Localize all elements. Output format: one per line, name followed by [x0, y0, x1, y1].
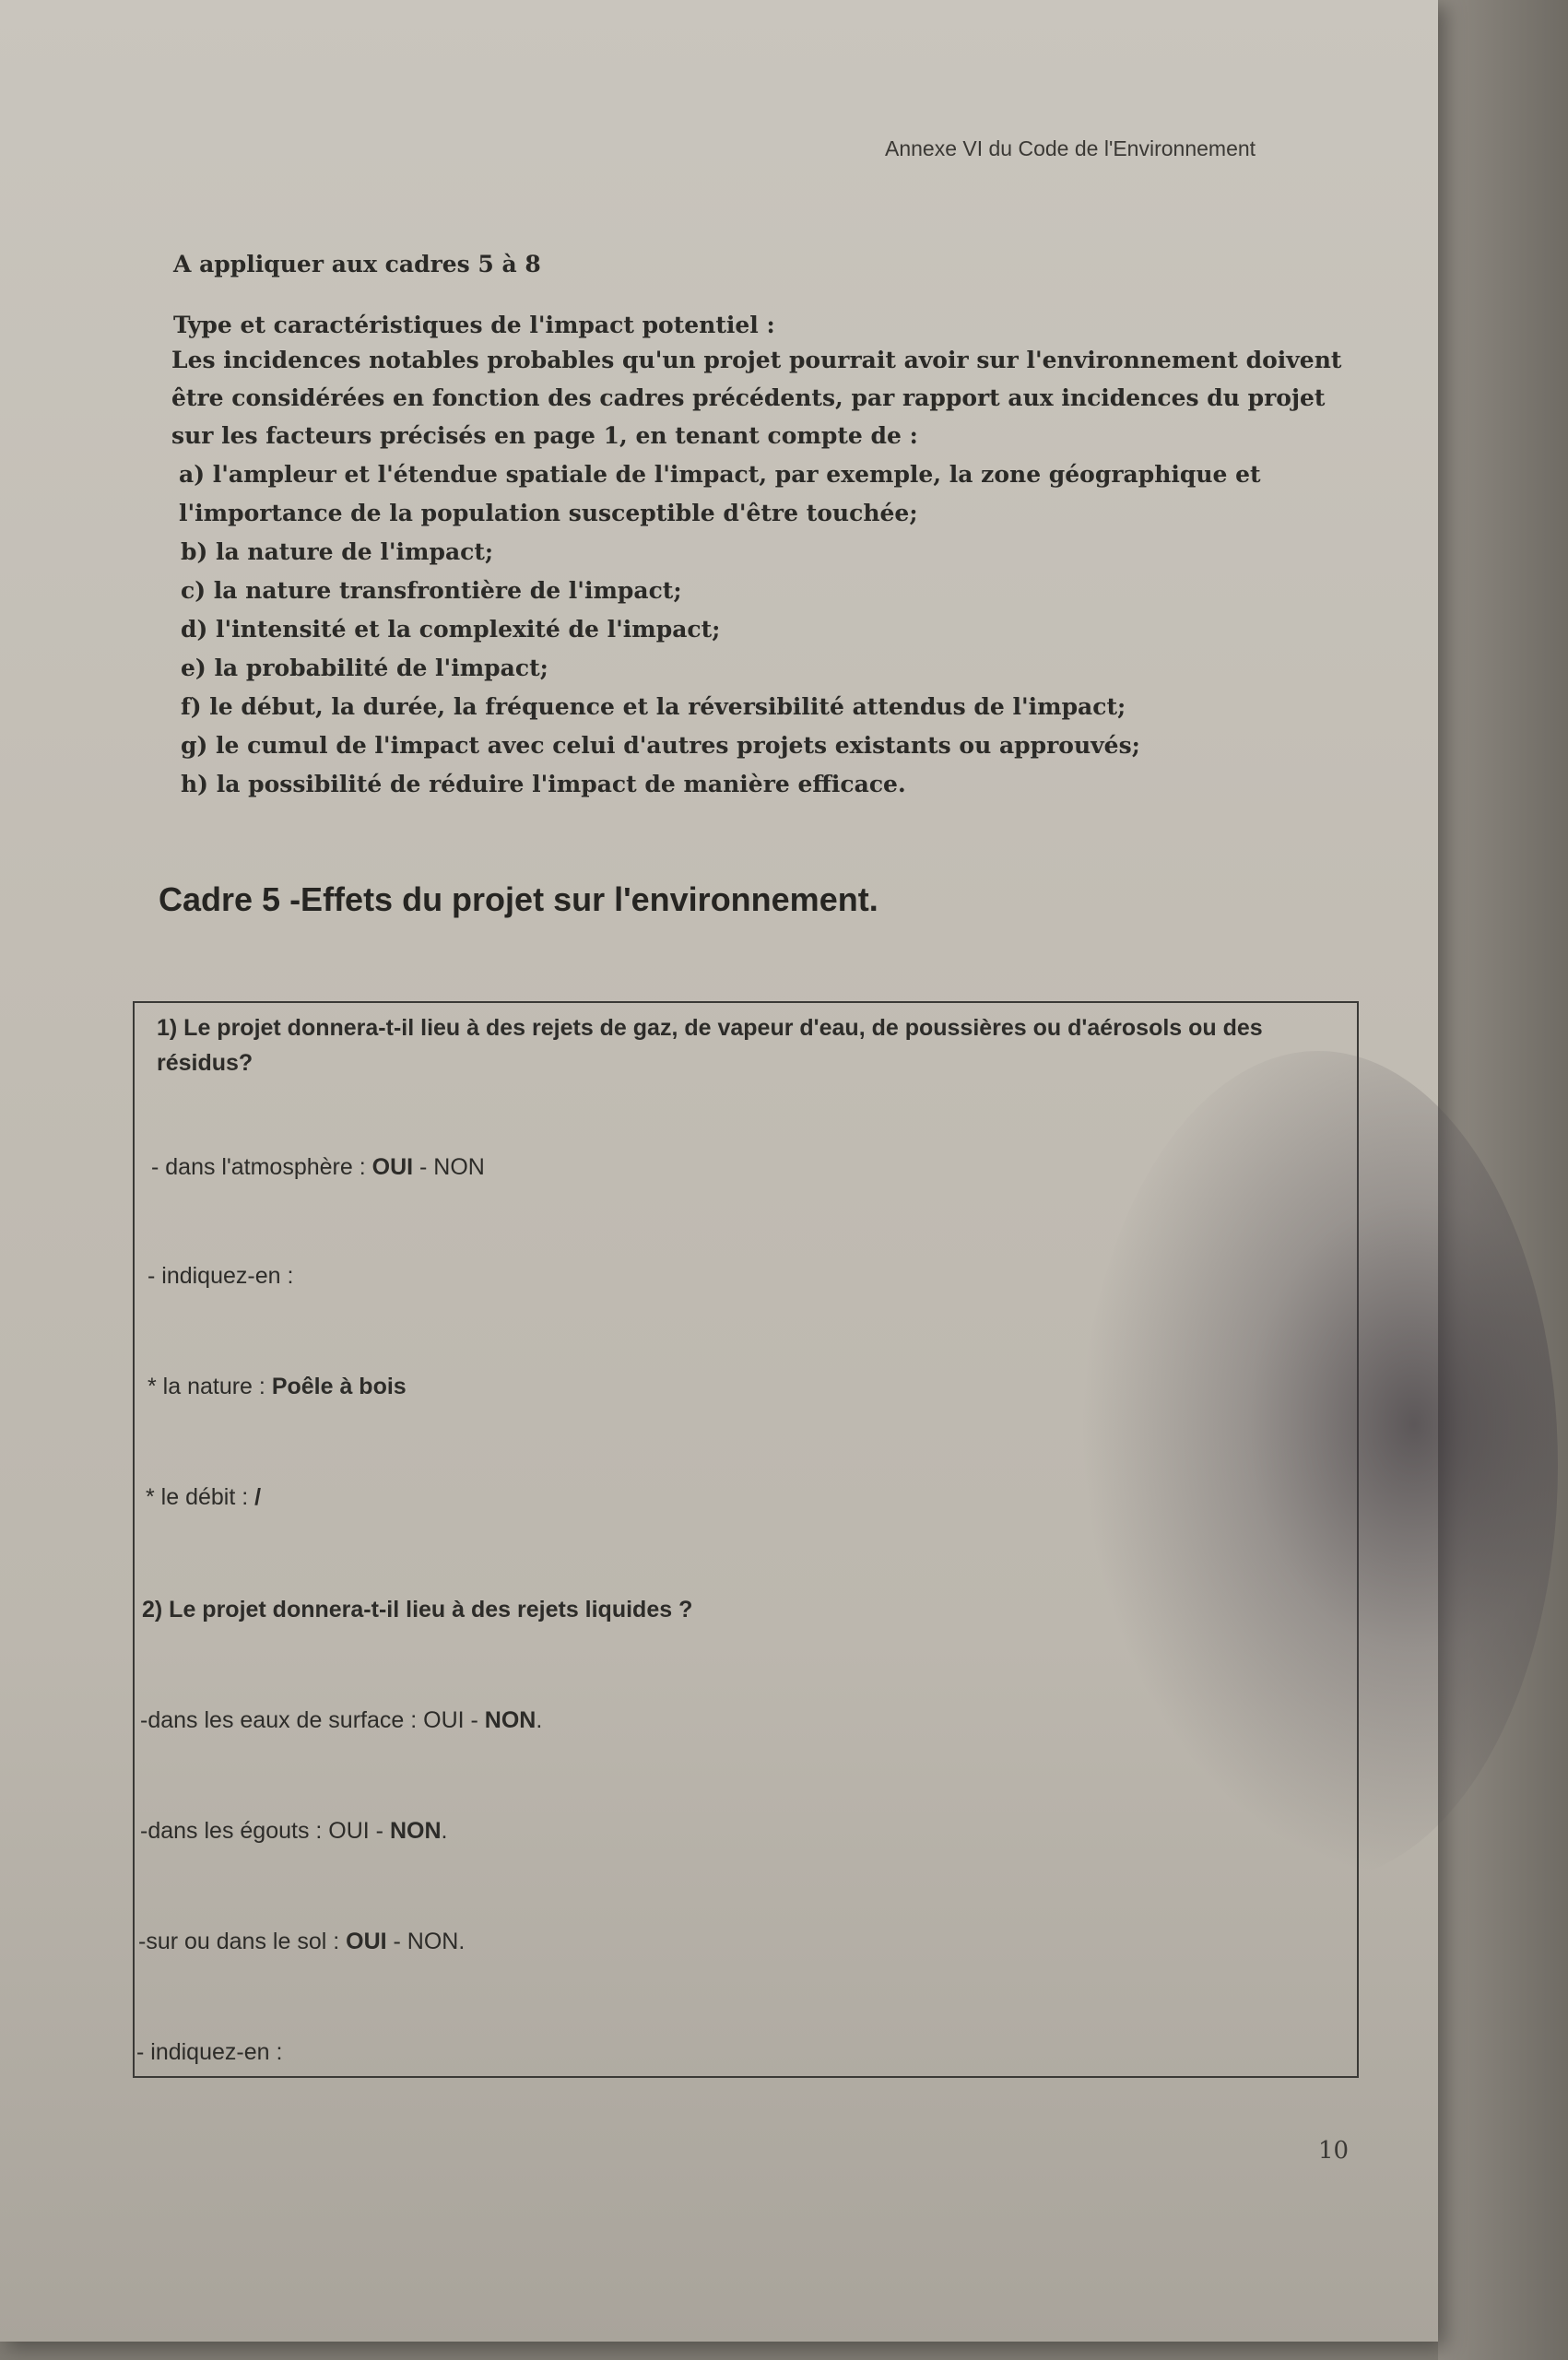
criterion-d: d) l'intensité et la complexité de l'impact;: [181, 616, 721, 643]
egouts-label: -dans les égouts : OUI -: [140, 1818, 390, 1844]
egouts-selected: NON: [389, 1818, 442, 1844]
surface-answer: [140, 1707, 542, 1734]
question-2: 2) Le projet donnera-t-il lieu à des rejets liquides ?: [142, 1597, 693, 1622]
atmosphere-no: NON: [433, 1154, 485, 1180]
criterion-f: f) le début, la durée, la fréquence et la réversibilité attendus de l'impact;: [181, 693, 1126, 720]
debit-value: /: [254, 1484, 262, 1510]
surface-selected: NON: [484, 1707, 536, 1733]
criteria-list: [173, 455, 1372, 804]
q1-indiquez: - indiquez-en :: [147, 1263, 294, 1289]
debit-answer: [146, 1484, 261, 1511]
criterion-b: b) la nature de l'impact;: [181, 538, 494, 565]
hand-shadow: [1079, 1051, 1558, 1881]
q2-indiquez: - indiquez-en :: [136, 2039, 283, 2065]
sol-label: -sur ou dans le sol :: [138, 1929, 347, 1954]
cadre-title: Cadre 5 -Effets du projet sur l'environnement.: [159, 880, 878, 918]
impact-type-title: Type et caractéristiques de l'impact potentiel :: [173, 312, 775, 338]
question-1: 1) Le projet donnera-t-il lieu à des rejets de gaz, de vapeur d'eau, de poussières ou d'aérosols ou des résidus?: [157, 1015, 1263, 1076]
debit-label: * le débit :: [146, 1484, 255, 1510]
atmosphere-label: - dans l'atmosphère :: [151, 1154, 372, 1180]
criterion-g: g) le cumul de l'impact avec celui d'autres projets existants ou approuvés;: [181, 732, 1140, 759]
atmosphere-answer: [151, 1154, 485, 1181]
intro-paragraph: Les incidences notables probables qu'un projet pourrait avoir sur l'environnement doivent être considérées en fonction des cadres précédents, par rapport aux incidences du projet sur les facteurs précisés en page 1, en tenant compte de :: [171, 347, 1342, 449]
criterion-e: e) la probabilité de l'impact;: [181, 655, 548, 681]
nature-value: Poêle à bois: [271, 1374, 407, 1399]
apply-line: A appliquer aux cadres 5 à 8: [173, 251, 541, 277]
sol-answer: [138, 1929, 465, 1955]
surface-period: .: [536, 1707, 543, 1733]
page-number: 10: [1318, 2137, 1350, 2165]
sol-selected: OUI: [346, 1929, 387, 1954]
criterion-a: a) l'ampleur et l'étendue spatiale de l'impact, par exemple, la zone géographique et l'importance de la population susceptible d'être touchée;: [179, 461, 1261, 526]
nature-answer: [147, 1374, 407, 1400]
header-reference: Annexe VI du Code de l'Environnement: [885, 136, 1256, 160]
egouts-period: .: [441, 1818, 448, 1844]
nature-label: * la nature :: [147, 1374, 272, 1399]
surface-label: -dans les eaux de surface : OUI -: [140, 1707, 485, 1733]
criterion-c: c) la nature transfrontière de l'impact;: [181, 577, 682, 604]
criterion-h: h) la possibilité de réduire l'impact de manière efficace.: [181, 771, 906, 797]
sol-rest: - NON.: [386, 1929, 466, 1954]
atmosphere-separator: -: [413, 1154, 434, 1180]
egouts-answer: [140, 1818, 447, 1845]
atmosphere-yes: OUI: [371, 1154, 414, 1180]
